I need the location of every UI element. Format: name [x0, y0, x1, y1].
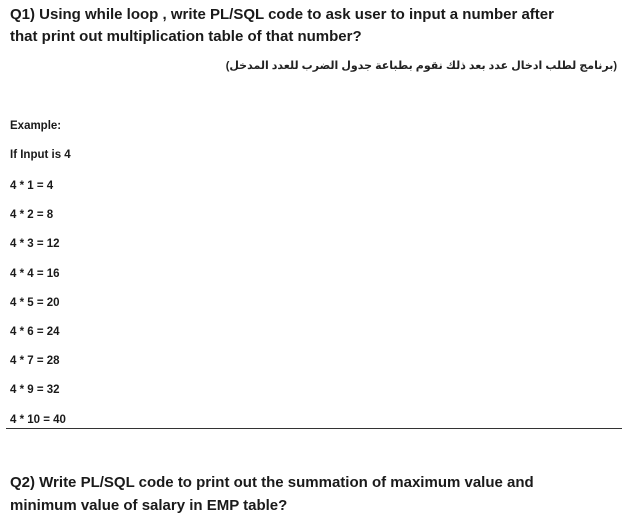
question-1-title-line-2: that print out multiplication table of that number?	[10, 28, 362, 45]
question-2-title-line-1: Q2) Write PL/SQL code to print out the summation of maximum value and	[10, 474, 534, 491]
table-row: 4 * 7 = 28	[10, 355, 60, 368]
table-row: 4 * 3 = 12	[10, 238, 60, 251]
example-input-line: If Input is 4	[10, 149, 71, 161]
section-divider	[6, 428, 622, 429]
table-row: 4 * 6 = 24	[10, 325, 60, 338]
multiplication-table-list	[10, 178, 66, 441]
table-row: 4 * 10 = 40	[10, 413, 66, 426]
table-row: 4 * 1 = 4	[10, 180, 54, 192]
table-row: 4 * 4 = 16	[10, 267, 60, 280]
table-row: 4 * 9 = 32	[10, 384, 60, 397]
question-1-title-line-1: Q1) Using while loop , write PL/SQL code to ask user to input a number after	[10, 6, 554, 23]
example-label: Example:	[10, 120, 62, 132]
question-1-arabic-translation: (برنامج لطلب ادخال عدد بعد ذلك نقوم بطباعة جدول الضرب للعدد المدخل)	[225, 60, 617, 72]
table-row: 4 * 2 = 8	[10, 209, 54, 222]
table-row: 4 * 5 = 20	[10, 296, 60, 309]
question-2-title-line-2: minimum value of salary in EMP table?	[10, 497, 288, 514]
